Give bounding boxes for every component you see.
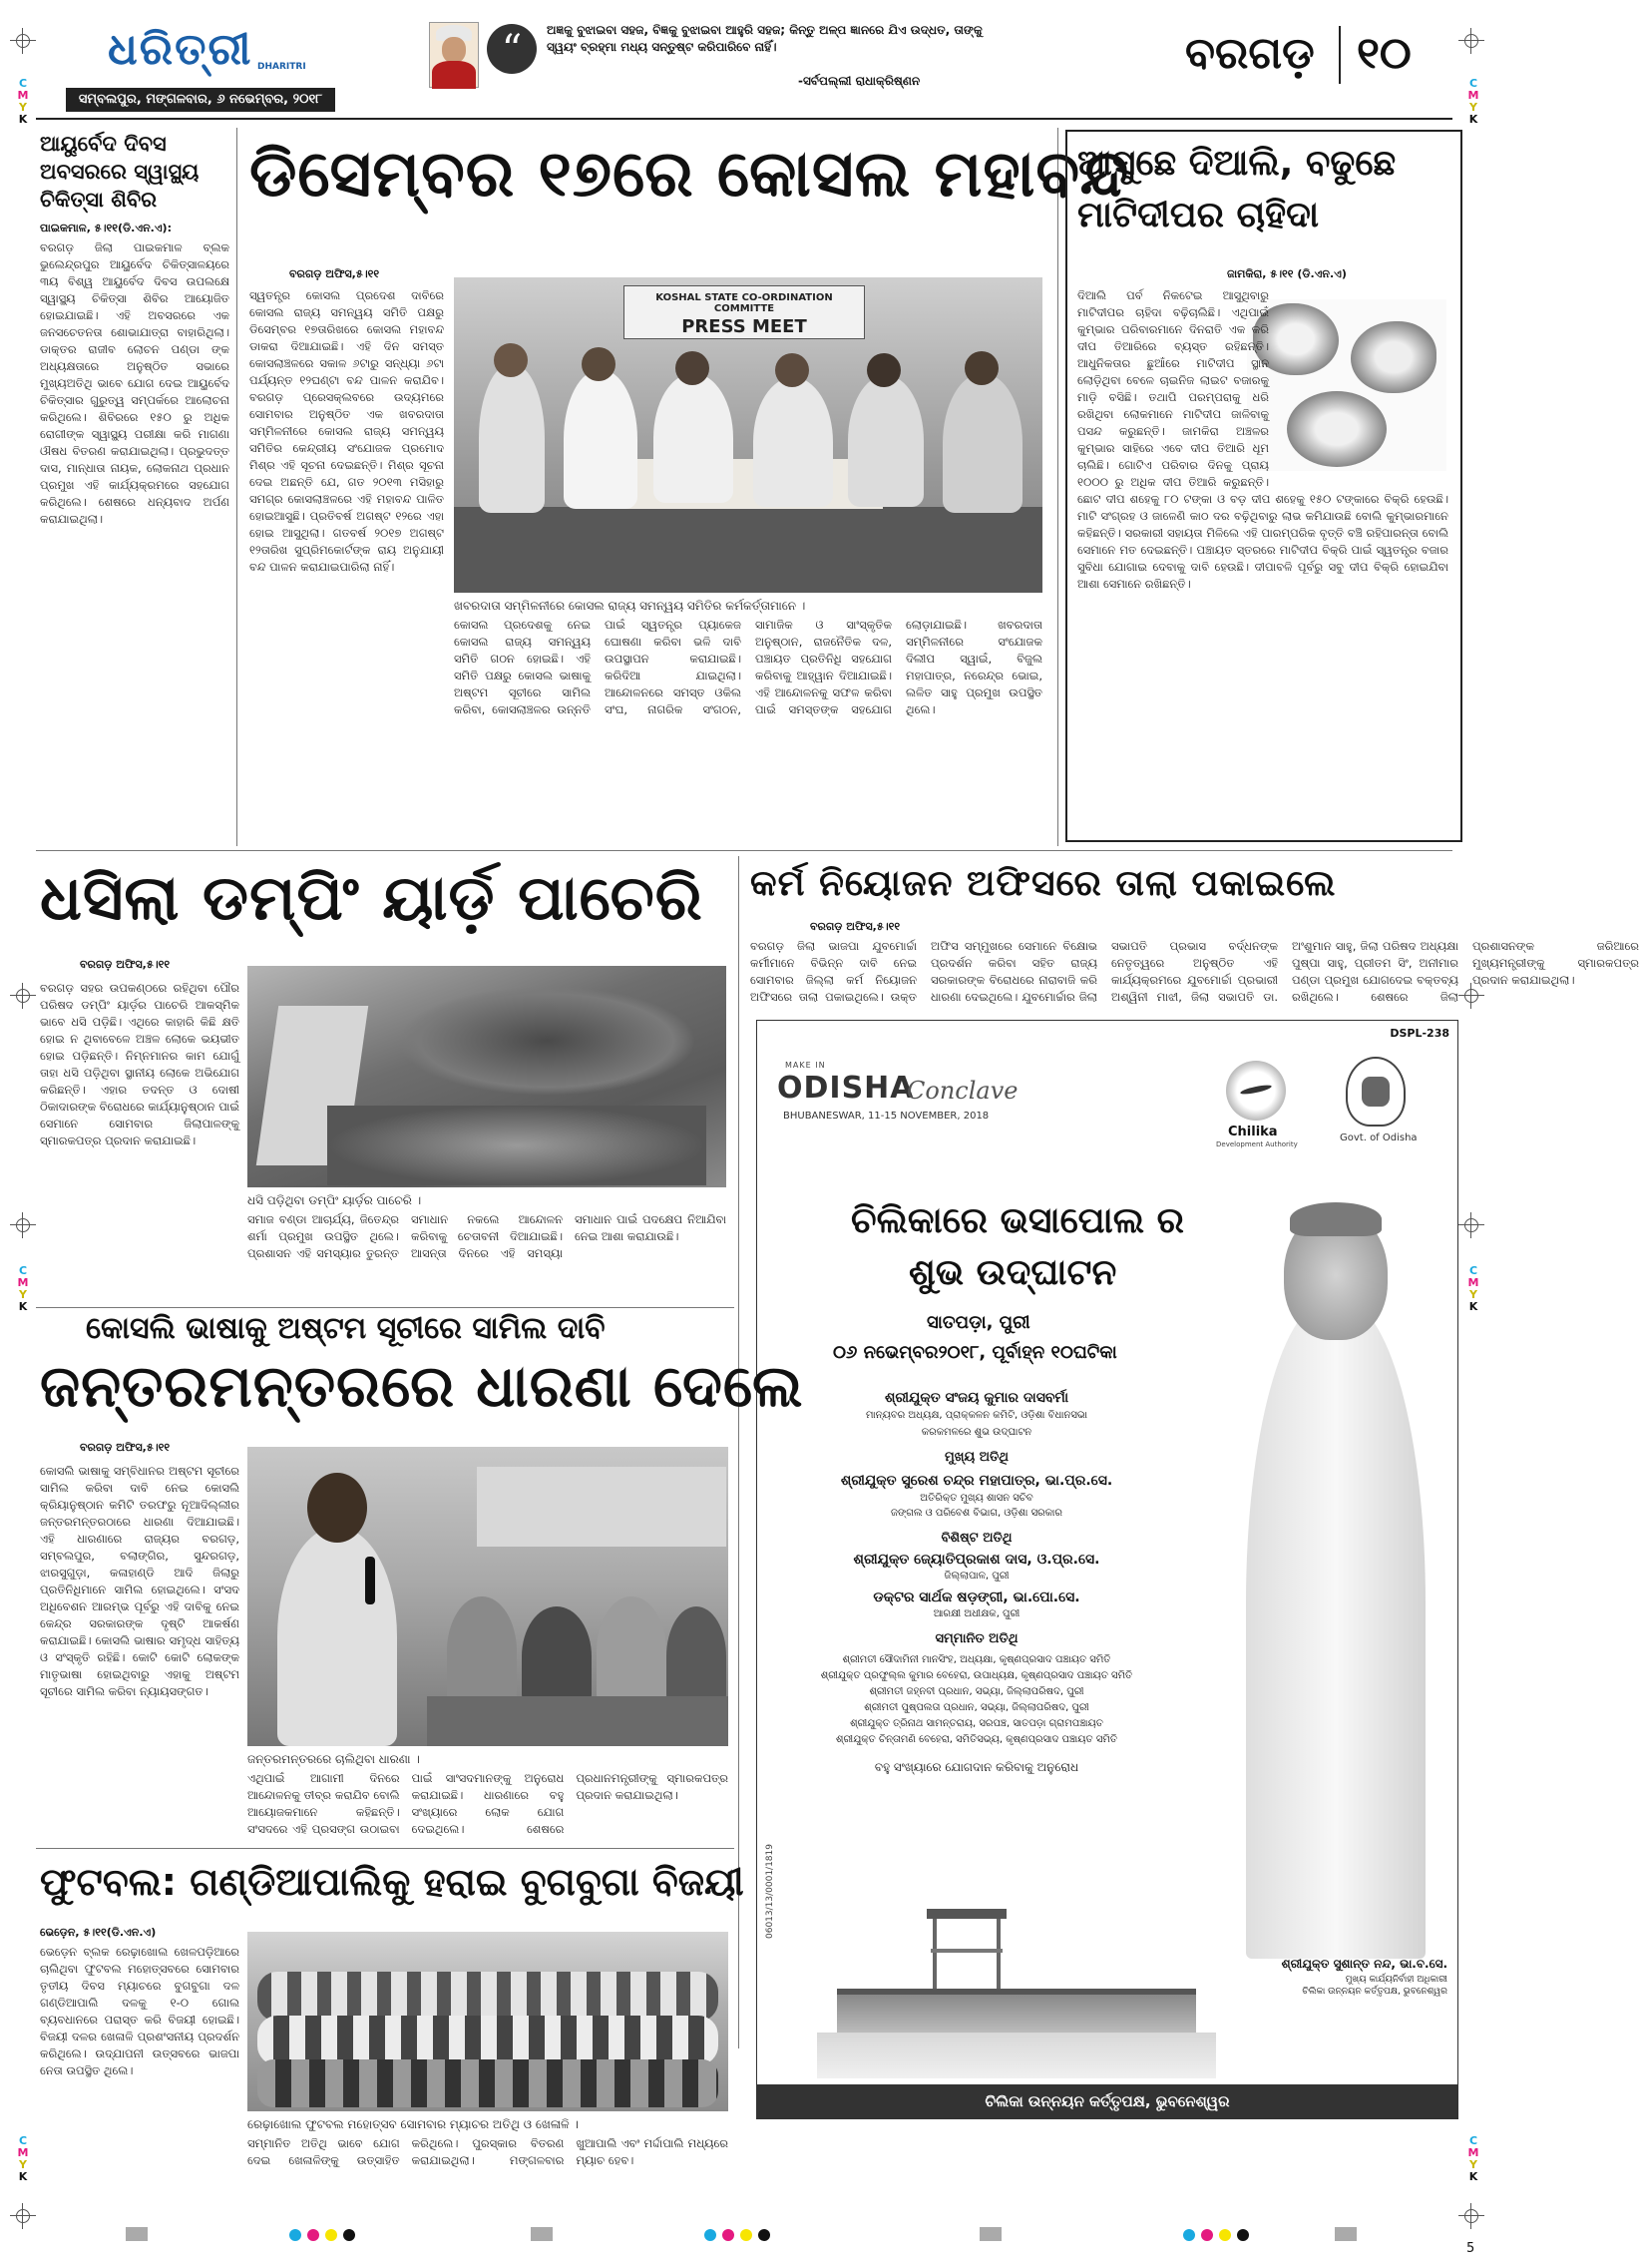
logo-subtitle: DHARITRI: [257, 62, 306, 72]
diwali-headline-line2: ମାଟିଦୀପର ଚାହିଦା: [1077, 195, 1320, 235]
dumping-body-bottom: ସମାଜ ବଣ୍ଡା ଆଚାର୍ଯ୍ୟ, ଜିତେନ୍ଦ୍ର ଶର୍ମା ପ୍ରମୁଖ ଉପସ୍ଥିତ ଥିଲେ। ପ୍ରଶାସନ ଏହି ସମସ୍ୟାର ତୁରନ୍ତ ସମାଧାନ ନକଲେ ଆନ୍ଦୋଳନ କରିବାକୁ ଚେତାବନୀ ଦିଆଯାଇଛି। ଆସନ୍ତା ଦିନରେ ଏହି ସମସ୍ୟା ସମାଧାନ ପାଇଁ ପଦକ୍ଷେପ ନିଆଯିବା ନେଇ ଆଶା କରାଯାଉଛି।: [247, 1212, 726, 1260]
column-rule: [1057, 128, 1058, 846]
registration-mark: [10, 1212, 36, 1238]
special-guest2-role: ଆରକ୍ଷୀ ଅଧୀକ୍ଷକ, ପୁରୀ: [933, 1608, 1021, 1619]
odisha-wordmark: ODISHA: [777, 1071, 915, 1106]
gray-patch: [531, 2227, 553, 2241]
gray-patch: [126, 2227, 148, 2241]
inaugurator-note: କରକମଳରେ ଶୁଭ ଉଦ୍‌ଘାଟନ: [921, 1427, 1032, 1438]
inaugurator-role: ମାନ୍ୟବର ଅଧ୍ୟକ୍ଷ, ପ୍ରାକ୍କଳନ କମିଟି, ଓଡ଼ିଶା ବିଧାନସଭା: [865, 1410, 1088, 1421]
special-guest2-name: ଡକ୍ଟର ସାର୍ଥକ ଷଡ଼ଙ୍ଗୀ, ଭା.ପୋ.ସେ.: [873, 1589, 1080, 1605]
jantar-dharna-photo: [247, 1447, 728, 1746]
magenta-swatch: [307, 2229, 319, 2241]
jantar-photo-caption: ଜନ୍ତରମନ୍ତରରେ ଚାଲିଥିବା ଧାରଣା ।: [247, 1752, 420, 1766]
microphone-icon: [365, 1557, 375, 1604]
portrait-thumbnail: [429, 22, 479, 88]
employment-dateline: ବରଗଡ଼ ଅଫିସ,୫।୧୧: [810, 920, 901, 933]
ayurveda-dateline: ପାଇକମାଳ, ୫।୧୧(ଡି.ଏନ.ଏ):: [40, 222, 172, 234]
chief-guest-role2: ଜଙ୍ଗଲ ଓ ପରିବେଶ ବିଭାଗ, ଓଡ଼ିଶା ସରକାର: [891, 1508, 1062, 1519]
football-body-left: ଭେଡ଼େନ ବ୍ଲକ ରେଢ଼ାଖୋଲ ଖେଳପଡ଼ିଆରେ ଚାଲିଥିବା ଫୁଟବଲ ମହୋତ୍ସବରେ ସୋମବାର ତୃତୀୟ ଦିବସ ମ୍ୟାଚରେ ବୁଗବୁଗା ଦଳ ଗଣ୍ଡିଆପାଲି ଦଳକୁ ୧-୦ ଗୋଲ ବ୍ୟବଧାନରେ ପରାସ୍ତ କରି ବିଜୟୀ ହୋଇଛି। ବିଜୟୀ ଦଳର ଖେଳାଳି ପ୍ରଶଂସନୀୟ ପ୍ରଦର୍ଶନ କରିଥିଲେ। ଉଦ୍‌ଯାପନୀ ଉତ୍ସବରେ ଭାଜପା ନେତା ଉପସ୍ଥିତ ଥିଲେ।: [40, 1945, 239, 2077]
make-in-label: MAKE IN: [785, 1061, 826, 1070]
ad-footer: ଚିଲିକା ଉନ୍ନୟନ କର୍ତ୍ତୃପକ୍ଷ, ଭୁବନେଶ୍ୱର: [757, 2084, 1457, 2118]
gray-patch: [1335, 2227, 1357, 2241]
magenta-swatch: [1201, 2229, 1213, 2241]
kosal-photo-caption: ଖବରଦାତା ସମ୍ମିଳନୀରେ କୋସଲ ରାଜ୍ୟ ସମନ୍ୱୟ ସମିତିର କର୍ମକର୍ତ୍ତାମାନେ ।: [454, 599, 806, 613]
honoured-guest-label: ସମ୍ମାନିତ ଅତିଥି: [935, 1631, 1019, 1646]
jantar-body-bottom: ଏଥିପାଇଁ ଆଗାମୀ ଦିନରେ ଆନ୍ଦୋଳନକୁ ତୀବ୍ର କରାଯିବ ବୋଲି ଆୟୋଜକମାନେ କହିଛନ୍ତି। ସଂସଦରେ ଏହି ପ୍ରସଙ୍ଗ ଉଠାଇବା ପାଇଁ ସାଂସଦମାନଙ୍କୁ ଅନୁରୋଧ କରାଯାଇଛି। ଧାରଣାରେ ବହୁ ସଂଖ୍ୟାରେ ଲୋକ ଯୋଗ ଦେଇଥିଲେ। ଶେଷରେ ପ୍ରଧାନମନ୍ତ୍ରୀଙ୍କୁ ସ୍ମାରକପତ୍ର ପ୍ରଦାନ କରାଯାଇଥିଲା।: [247, 1771, 728, 1836]
registration-mark: [1458, 1212, 1484, 1238]
section-rule: [36, 850, 1452, 851]
jantar-headline: ଜନ୍ତରମନ୍ତରରେ ଧାରଣା ଦେଲେ: [40, 1352, 804, 1420]
chief-guest-label: ମୁଖ୍ୟ ଅତିଥି: [945, 1450, 1009, 1465]
registration-mark: [10, 28, 36, 54]
football-headline: ଫୁଟବଲ: ଗଣ୍ଡିଆପାଲିକୁ ହରାଇ ବୁଗବୁଗା ବିଜୟୀ: [40, 1860, 744, 1904]
press-banner-line2: PRESS MEET: [681, 316, 807, 337]
quote-icon: “: [487, 24, 537, 74]
ad-serial: 06013/13/0001/1819: [765, 1844, 775, 1939]
dumping-body-left: ବରଗଡ଼ ସହର ଉପକଣ୍ଠରେ ରହିଥିବା ପୌର ପରିଷଦ ଡମ୍ପିଂ ୟାର୍ଡ଼ର ପାଚେରି ଆକସ୍ମିକ ଭାବେ ଧସି ପଡ଼ିଛି। ଏଥିରେ କାହାରି କିଛି କ୍ଷତି ହୋଇ ନ ଥିବାବେଳେ ଅଞ୍ଚଳ ଲୋକେ ଭୟଭୀତ ହୋଇ ପଡ଼ିଛନ୍ତି। ନିମ୍ନମାନର କାମ ଯୋଗୁଁ ତାହା ଧସି ପଡ଼ିଥିବା ସ୍ଥାନୀୟ ଲୋକେ ଅଭିଯୋଗ କରିଛନ୍ତି। ଏହାର ତଦନ୍ତ ଓ ଦୋଷୀ ଠିକାଦାରଙ୍କ ବିରୋଧରେ କାର୍ଯ୍ୟାନୁଷ୍ଠାନ ପାଇଁ ସେମାନେ ସୋମବାର ଜିଲାପାଳଙ୍କୁ ସ୍ମାରକପତ୍ର ପ୍ରଦାନ କରାଯାଇଛି।: [40, 981, 239, 1147]
cmyk-strip: C M Y K: [1467, 2134, 1479, 2183]
kosal-body-top: ସ୍ୱତନ୍ତ୍ର କୋସଲ ପ୍ରଦେଶ ଦାବିରେ କୋସଲ ରାଜ୍ୟ ସମନ୍ୱୟ ସମିତି ପକ୍ଷରୁ ଡିସେମ୍ବର ୧୭ତାରିଖରେ କୋସଲ ମହାବନ୍ଦ ଡାକରା ଦିଆଯାଇଛି। ଏହି ଦିନ ସମସ୍ତ କୋସଲାଞ୍ଚଳରେ ସକାଳ ୬ଟାରୁ ସନ୍ଧ୍ୟା ୬ଟା ପର୍ଯ୍ୟନ୍ତ ୧୨ଘଣ୍ଟା ବନ୍ଦ ପାଳନ କରାଯିବ। ବରଗଡ଼ ପ୍ରେସକ୍ଲବରେ ଉଦ୍ୟମରେ ସୋମବାର ଅନୁଷ୍ଠିତ ଏକ ଖବରଦାତା ସମ୍ମିଳନୀରେ କୋସଲ ରାଜ୍ୟ ସମନ୍ୱୟ ସମିତିର କେନ୍ଦ୍ରୀୟ ସଂଯୋଜକ ପ୍ରମୋଦ ମିଶ୍ର ଏହି ସୂଚନା ଦେଇଛନ୍ତି। ମିଶ୍ର ସୂଚନା ଦେଇ ଅଛନ୍ତି ଯେ, ଗତ ୨୦୧୩ ମସିହାରୁ ସମଗ୍ର କୋସଲାଞ୍ଚଳରେ ଏହି ମହାବନ୍ଦ ପାଳିତ ହୋଇଆସୁଛି। ପ୍ରତିବର୍ଷ ଅଗଷ୍ଟ ୧୨ରେ ଏହା ହୋଇ ଆସୁଥିଲା। ଗତବର୍ଷ ୨୦୧୭ ଅଗଷ୍ଟ ୧୨ତାରିଖ ସୁପ୍ରିମକୋର୍ଟଙ୍କ ରାୟ ଅନୁଯାୟୀ ବନ୍ଦ ପାଳନ କରାଯାଇପାରିଲା ନାହିଁ।: [249, 288, 444, 574]
honoured-guest-list: ଶ୍ରୀମତୀ ସୌଦାମିନୀ ମାନସିଂହ, ଅଧ୍ୟକ୍ଷା, କୃଷ୍ଣପ୍ରସାଦ ପଞ୍ଚାୟତ ସମିତି ଶ୍ରୀଯୁକ୍ତ ପ୍ରଫୁଲ୍ଲ କୁମାର ବେହେରା, ଉପାଧ୍ୟକ୍ଷ, କୃଷ୍ଣପ୍ରସାଦ ପଞ୍ଚାୟତ ସମିତି ଶ୍ରୀମତୀ ଜହ୍ନବୀ ପ୍ରଧାନ, ସଭ୍ୟା, ଜିଲ୍ଲାପରିଷଦ, ପୁରୀ ଶ୍ରୀମତୀ ପୁଷ୍ପଲତା ପ୍ରଧାନ, ସଭ୍ୟା, ଜିଲ୍ଲାପରିଷଦ, ପୁରୀ ଶ୍ରୀଯୁକ୍ତ ତ୍ରିନାଥ ସାମନ୍ତରାୟ, ସରପଞ୍ଚ, ସାତପଡ଼ା ଗ୍ରାମପଞ୍ଚାୟତ ଶ୍ରୀଯୁକ୍ତ ଚିନ୍ତାମଣି ବେହେରା, ସମିତିସଭ୍ୟ, କୃଷ୍ଣପ୍ରସାଦ ପଞ୍ଚାୟତ ସମିତି: [820, 1654, 1133, 1745]
masthead-rule: [36, 118, 1452, 120]
ayurveda-body: ବରଗଡ଼ ଜିଲା ପାଇକମାଳ ବ୍ଲକ ଭୁଲେନ୍ଦ୍ରପୁର ଆୟୁର୍ବେଦ ଚିକିତ୍ସାଳୟରେ ୩ୟ ବିଶ୍ୱ ଆୟୁର୍ବେଦ ଦିବସ ଉପଲକ୍ଷେ ସ୍ୱାସ୍ଥ୍ୟ ଚିକିତ୍ସା ଶିବିର ଆୟୋଜିତ ହୋଇଯାଇଛି। ଏହି ଅବସରରେ ଏକ ଜନସଚେତନତା ଶୋଭାଯାତ୍ରା ବାହାରିଥିଲା। ଡାକ୍ତର ରାଜୀବ ଲୋଚନ ପଣ୍ଡା ଙ୍କ ଅଧ୍ୟକ୍ଷତାରେ ଅନୁଷ୍ଠିତ ସଭାରେ ମୁଖ୍ୟଅତିଥି ଭାବେ ଯୋଗ ଦେଇ ଆୟୁର୍ବେଦ ଚିକିତ୍ସାର ଗୁରୁତ୍ୱ ସମ୍ପର୍କରେ ଆଲୋଚନା କରିଥିଲେ। ଶିବିରରେ ୧୫୦ ରୁ ଅଧିକ ରୋଗୀଙ୍କ ସ୍ୱାସ୍ଥ୍ୟ ପରୀକ୍ଷା କରି ମାଗଣା ଔଷଧ ବିତରଣ କରାଯାଇଥିଲା। ପ୍ରଭୁଦତ୍ତ ଦାସ, ମାନ୍ଧାତା ନାୟକ, ଲୋକନାଥ ପ୍ରଧାନ ପ୍ରମୁଖ ଏହି କାର୍ଯ୍ୟକ୍ରମରେ ସହଯୋଗ କରିଥିଲେ। ଶେଷରେ ଧନ୍ୟବାଦ ଅର୍ପଣ କରାଯାଇଥିଲା।: [40, 240, 229, 526]
diwali-headline-line1: ଆସୁଛେ ଦିଆଲି, ବଢୁଛେ: [1077, 143, 1397, 184]
gray-patch: [980, 2227, 1002, 2241]
dumping-headline: ଧସିଲା ଡମ୍ପିଂ ୟାର୍ଡ଼ ପାଚେରି: [40, 861, 703, 934]
signatory-role2: ଚିଲିକା ଉନ୍ନୟନ କର୍ତ୍ତୃପକ୍ଷ, ଭୁବନେଶ୍ୱର: [1302, 1987, 1447, 1997]
yellow-swatch: [325, 2229, 337, 2241]
press-banner-line1: KOSHAL STATE CO-ORDINATION COMMITTE: [655, 292, 833, 314]
chilika-label: Chilika: [1228, 1125, 1278, 1139]
registration-mark: [1458, 2203, 1484, 2229]
inaugurator-name: ଶ୍ରୀଯୁକ୍ତ ସଂଜୟ କୁମାର ଦାସବର୍ମା: [884, 1390, 1069, 1406]
kosal-headline: ଡିସେମ୍ବର ୧୭ରେ କୋସଲ ମହାବନ୍ଦ: [249, 138, 1130, 212]
football-team-photo: [247, 1932, 728, 2111]
signatory-name: ଶ୍ରୀଯୁକ୍ତ ସୁଶାନ୍ତ ନନ୍ଦ, ଭା.ବ.ସେ.: [1281, 1957, 1447, 1971]
section-title: ବରଗଡ଼: [1185, 28, 1315, 79]
black-swatch: [1237, 2229, 1249, 2241]
chilika-advertisement: [756, 1020, 1458, 2119]
ad-appeal: ବହୁ ସଂଖ୍ୟାରେ ଯୋଗଦାନ କରିବାକୁ ଅନୁରୋଧ: [874, 1760, 1079, 1774]
employment-body: ବରଗଡ଼ ଜିଲା ଭାଜପା ଯୁବମୋର୍ଚ୍ଚା କର୍ମୀମାନେ ବିଭିନ୍ନ ଦାବି ନେଇ ସୋମବାର ଜିଲ୍ଲା କର୍ମ ନିୟୋଜନ ଅଫିସରେ ତାଲା ପକାଇଥିଲେ। ଉକ୍ତ ଅଫିସ ସମ୍ମୁଖରେ ସେମାନେ ବିକ୍ଷୋଭ ପ୍ରଦର୍ଶନ କରିବା ସହିତ ରାଜ୍ୟ ସରକାରଙ୍କ ବିରୋଧରେ ନାରାବାଜି କରି ଧାରଣା ଦେଇଥିଲେ। ଯୁବମୋର୍ଚ୍ଚାର ଜିଲା ସଭାପତି ପ୍ରଭାସ ବର୍ଦ୍ଧନଙ୍କ ନେତୃତ୍ୱରେ ଅନୁଷ୍ଠିତ ଏହି କାର୍ଯ୍ୟକ୍ରମରେ ଯୁବମୋର୍ଚ୍ଚା ପ୍ରଭାରୀ ଅଶ୍ୱିନୀ ମାଝୀ, ଜିଲା ସଭାପତି ଡା. ଅଂଶୁମାନ ସାହୁ, ଜିଲା ପରିଷଦ ଅଧ୍ୟକ୍ଷା ପୁଷ୍ପା ସାହୁ, ପ୍ରୀତମ ସିଂ, ଅନୀମାର ପଣ୍ଡା ପ୍ରମୁଖ ଯୋଗଦେଇ ବକ୍ତବ୍ୟ ରଖିଥିଲେ। ଶେଷରେ ଜିଲା ପ୍ରଶାସନଙ୍କ ଜରିଆରେ ମୁଖ୍ୟମନ୍ତ୍ରୀଙ୍କୁ ସ୍ମାରକପତ୍ର ପ୍ରଦାନ କରାଯାଇଥିଲା।: [750, 939, 1639, 1004]
cmyk-strip: C M Y K: [17, 1264, 29, 1313]
jantar-body-left: କୋସଲି ଭାଷାକୁ ସମ୍ବିଧାନର ଅଷ୍ଟମ ସୂଚୀରେ ସାମିଲ କରିବା ଦାବି ନେଇ କୋସଲି କ୍ରିୟାନୁଷ୍ଠାନ କମିଟି ତରଫରୁ ନୂଆଦିଲ୍ଲୀର ଜନ୍ତରମନ୍ତରଠାରେ ଧାରଣା ଦିଆଯାଇଛି। ଏହି ଧାରଣାରେ ରାଜ୍ୟର ବରଗଡ଼, ସମ୍ବଲପୁର, ବଲାଙ୍ଗିର, ସୁନ୍ଦରଗଡ଼, ଝାରସୁଗୁଡ଼ା, କଳାହାଣ୍ଡି ଆଦି ଜିଲାରୁ ପ୍ରତିନିଧିମାନେ ସାମିଲ ହୋଇଥିଲେ। ସଂସଦ ଅଧିବେଶନ ଆରମ୍ଭ ପୂର୍ବରୁ ଏହି ଦାବିକୁ ନେଇ କେନ୍ଦ୍ର ସରକାରଙ୍କ ଦୃଷ୍ଟି ଆକର୍ଷଣ କରାଯାଇଛି। କୋସଲି ଭାଷାର ସମୃଦ୍ଧ ସାହିତ୍ୟ ଓ ସଂସ୍କୃତି ରହିଛି। କୋଟି କୋଟି ଲୋକଙ୍କ ମାତୃଭାଷା ହୋଇଥିବାରୁ ଏହାକୁ ଅଷ୍ଟମ ସୂଚୀରେ ସାମିଲ କରିବା ନ୍ୟାୟସଙ୍ଗତ।: [40, 1464, 239, 1698]
conclave-venue: BHUBANESWAR, 11-15 NOVEMBER, 2018: [783, 1111, 990, 1122]
cmyk-strip: C M Y K: [1467, 77, 1479, 126]
ad-code: DSPL-238: [1390, 1027, 1449, 1040]
signatory-portrait: [1206, 1180, 1445, 1959]
quote-text: ଅଜ୍ଞକୁ ବୁଝାଇବା ସହଜ, ବିଜ୍ଞକୁ ବୁଝାଇବା ଆହୁରି ସହଜ; କିନ୍ତୁ ଅଳ୍ପ ଜ୍ଞାନରେ ଯିଏ ଉଦ୍ଧତ, ତାଙ୍କୁ ସ୍ୱୟଂ ବ୍ରହ୍ମା ମଧ୍ୟ ସନ୍ତୁଷ୍ଟ କରିପାରିବେ ନାହିଁ।: [547, 23, 983, 54]
signatory-block: [1188, 1957, 1447, 1997]
dumping-yard-photo: [247, 966, 726, 1187]
ad-title-line1: ଚିଲିକାରେ ଭସାପୋଲ ର: [851, 1200, 1184, 1241]
column-rule: [236, 128, 237, 846]
cyan-swatch: [704, 2229, 716, 2241]
special-guest1-name: ଶ୍ରୀଯୁକ୍ତ ଜ୍ୟୋତିପ୍ରକାଶ ଦାସ, ଓ.ପ୍ର.ସେ.: [853, 1552, 1100, 1568]
ad-guest-list: [767, 1380, 1186, 1775]
jantar-dateline: ବରଗଡ଼ ଅଫିସ,୫।୧୧: [80, 1441, 171, 1454]
ad-title-line2: ଶୁଭ ଉଦ୍‌ଘାଟନ: [909, 1252, 1117, 1293]
cmyk-strip: C M Y K: [1467, 1264, 1479, 1313]
jantar-kicker: କୋସଲି ଭାଷାକୁ ଅଷ୍ଟମ ସୂଚୀରେ ସାମିଲ ଦାବି: [86, 1311, 606, 1346]
chief-guest-name: ଶ୍ରୀଯୁକ୍ତ ସୁରେଶ ଚନ୍ଦ୍ର ମହାପାତ୍ର, ଭା.ପ୍ର.ସେ.: [840, 1473, 1113, 1489]
diwali-body: ଦିଆଲି ପର୍ବ ନିକଟେଇ ଆସୁଥିବାରୁ ମାଟିଦୀପର ଚାହିଦା ବଢ଼ିଚାଲିଛି। ଏଥିପାଇଁ କୁମ୍ଭାର ପରିବାରମାନେ ଦିନରାତି ଏକ କରି ଦୀପ ତିଆରିରେ ବ୍ୟସ୍ତ ରହିଛନ୍ତି। ଆଧୁନିକତାର ଛୁଆଁରେ ମାଟିଦୀପ ସ୍ଥାନ ଲୋଡ଼ିଥିବା ବେଳେ ଚାଇନିଜ ଲାଇଟ ବଜାରକୁ ମାଡ଼ି ବସିଛି। ତଥାପି ପରମ୍ପରାକୁ ଧରି ରଖିଥିବା ଲୋକମାନେ ମାଟିଦୀପ ଜାଳିବାକୁ ପସନ୍ଦ କରୁଛନ୍ତି। ଜାମକିରା ଅଞ୍ଚଳର କୁମ୍ଭାର ସାହିରେ ଏବେ ଦୀପ ତିଆରି ଧୂମ ଚାଲିଛି। ଗୋଟିଏ ପରିବାର ଦିନକୁ ପ୍ରାୟ ୧୦୦୦ ରୁ ଅଧିକ ଦୀପ ତିଆରି କରୁଛନ୍ତି। ଛୋଟ ଦୀପ ଶହେକୁ ୮୦ ଟଙ୍କା ଓ ବଡ଼ ଦୀପ ଶହେକୁ ୧୫୦ ଟଙ୍କାରେ ବିକ୍ରି ହେଉଛି। ମାଟି ସଂଗ୍ରହ ଓ ଜାଳେଣି କାଠ ଦର ବଢ଼ିଥିବାରୁ ଲାଭ କମିଯାଉଛି ବୋଲି କୁମ୍ଭାରମାନେ କହିଛନ୍ତି। ସରକାରୀ ସହାୟତା ମିଳିଲେ ଏହି ପାରମ୍ପରିକ ବୃତ୍ତି ବଞ୍ଚି ରହିପାରନ୍ତା ବୋଲି ସେମାନେ ମତ ଦେଇଛନ୍ତି। ପଞ୍ଚାୟତ ସ୍ତରରେ ମାଟିଦୀପ ବିକ୍ରି ପାଇଁ ସ୍ୱତନ୍ତ୍ର ବଜାର ସୁବିଧା ଯୋଗାଇ ଦେବାକୁ ଦାବି ହେଉଛି। ଦୀପାବଳି ପୂର୍ବରୁ ସବୁ ଦୀପ ବିକ୍ରି ହୋଇଯିବା ଆଶା ସେମାନେ ରଖିଛନ୍ତି।: [1077, 288, 1448, 591]
employment-headline: କର୍ମ ନିୟୋଜନ ଅଫିସରେ ତାଲା ପକାଇଲେ: [750, 863, 1337, 904]
cmyk-strip: C M Y K: [17, 2134, 29, 2183]
dumping-dateline: ବରଗଡ଼ ଅଫିସ,୫।୧୧: [80, 958, 171, 971]
special-guest-label: ବିଶିଷ୍ଟ ଅତିଥି: [941, 1531, 1013, 1546]
ayurveda-headline: ଆୟୁର୍ବେଦ ଦିବସ ଅବସରରେ ସ୍ୱାସ୍ଥ୍ୟ ଚିକିତ୍ସା ଶିବିର: [40, 132, 200, 212]
conclave-wordmark: Conclave: [907, 1077, 1019, 1105]
logo: ଧରିତ୍ରୀ: [108, 24, 253, 75]
registration-mark: [1458, 28, 1484, 54]
chilika-sublabel: Development Authority: [1216, 1140, 1298, 1148]
page-number: ୧୦: [1357, 28, 1412, 79]
ad-place: ସାତପଡ଼ା, ପୁରୀ: [927, 1312, 1030, 1333]
chilika-logo-icon: [1226, 1061, 1286, 1121]
section-rule: [36, 1307, 734, 1308]
dumping-photo-caption: ଧସି ପଡ଼ିଥିବା ଡମ୍ପିଂ ୟାର୍ଡ଼ର ପାଚେରି ।: [247, 1193, 422, 1207]
govt-emblem-icon: [1346, 1057, 1406, 1127]
dateline-bar: ସମ୍ବଲପୁର, ମଙ୍ଗଳବାର, ୬ ନଭେମ୍ବର, ୨୦୧୮: [66, 88, 335, 112]
govt-label: Govt. of Odisha: [1340, 1133, 1418, 1143]
masthead-divider: [1339, 26, 1341, 84]
floating-jetty-illustration: [817, 1909, 1206, 2078]
diwali-dateline: ଜାମକିରା, ୫।୧୧ (ଡି.ଏନ.ଏ): [1227, 267, 1347, 280]
cmyk-strip: C M Y K: [17, 77, 29, 126]
section-rule: [36, 1848, 734, 1849]
registration-mark: [10, 2203, 36, 2229]
football-body-bottom: ସମ୍ମାନିତ ଅତିଥି ଭାବେ ଯୋଗ ଦେଇ ଖେଳାଳିଙ୍କୁ ଉତ୍ସାହିତ କରିଥିଲେ। ପୁରସ୍କାର ବିତରଣ କରାଯାଇଥିଲା। ମଙ୍ଗଳବାର ଖୁଆପାଲି ଏବଂ ମର୍ଦ୍ଦାପାଲି ମଧ୍ୟରେ ମ୍ୟାଚ ହେବ।: [247, 2136, 728, 2167]
yellow-swatch: [1219, 2229, 1231, 2241]
ad-date-time: ୦୬ ନଭେମ୍ବର୨୦୧୮, ପୂର୍ବାହ୍ନ ୧୦ଘଟିକା: [833, 1342, 1117, 1363]
football-dateline: ଭେଡ଼େନ, ୫।୧୧(ଡି.ଏନ.ଏ): [40, 1926, 157, 1939]
cyan-swatch: [289, 2229, 301, 2241]
registration-mark: [10, 983, 36, 1009]
kosal-dateline: ବରଗଡ଼ ଅଫିସ,୫।୧୧: [289, 267, 380, 280]
page-folio: 5: [1466, 2241, 1475, 2256]
kosal-body-bottom: କୋସଲ ପ୍ରଦେଶକୁ ନେଇ କୋସଲ ରାଜ୍ୟ ସମନ୍ୱୟ ସମିତି ଗଠନ ହୋଇଛି। ଏହି ସମିତି ପକ୍ଷରୁ କୋସଲ ଭାଷାକୁ ଅଷ୍ଟମ ସୂଚୀରେ ସାମିଲ କରିବା, କୋସଲାଞ୍ଚଳର ଉନ୍ନତି ପାଇଁ ସ୍ୱତନ୍ତ୍ର ପ୍ୟାକେଜ ଘୋଷଣା କରିବା ଭଳି ଦାବି ଉପସ୍ଥାପନ କରାଯାଇଛି। କରିଦିଆ ଯାଇଥିଲା। ଆନ୍ଦୋଳନରେ ସମସ୍ତ ଓକିଲ ସଂଘ, ନାଗରିକ ସଂଗଠନ, ସାମାଜିକ ଓ ସାଂସ୍କୃତିକ ଅନୁଷ୍ଠାନ, ରାଜନୈତିକ ଦଳ, ପଞ୍ଚାୟତ ପ୍ରତିନିଧି ସହଯୋଗ କରିବାକୁ ଆହ୍ୱାନ ଦିଆଯାଇଛି। ଏହି ଆନ୍ଦୋଳନକୁ ସଫଳ କରିବା ପାଇଁ ସମସ୍ତଙ୍କ ସହଯୋଗ ଲୋଡ଼ାଯାଇଛି। ଖବରଦାତା ସମ୍ମିଳନୀରେ ସଂଯୋଜକ ଦିଲୀପ ସ୍ୱାଇଁ, ବିଜୁଲ ମହାପାତ୍ର, ନରେନ୍ଦ୍ର ଭୋଇ, ଲଳିତ ସାହୁ ପ୍ରମୁଖ ଉପସ୍ଥିତ ଥିଲେ।: [454, 618, 1042, 716]
chief-guest-role1: ଅତିରିକ୍ତ ମୁଖ୍ୟ ଶାସନ ସଚିବ: [920, 1493, 1033, 1504]
football-photo-caption: ରେଢ଼ାଖୋଲ ଫୁଟବଲ ମହୋତ୍ସବ ସୋମବାର ମ୍ୟାଚର ଅତିଥି ଓ ଖେଳାଳି ।: [247, 2117, 579, 2131]
black-swatch: [758, 2229, 770, 2241]
black-swatch: [343, 2229, 355, 2241]
cyan-swatch: [1183, 2229, 1195, 2241]
signatory-role1: ମୁଖ୍ୟ କାର୍ଯ୍ୟନିର୍ବାହୀ ଅଧିକାରୀ: [1345, 1975, 1447, 1985]
kosal-press-photo: [454, 277, 1042, 593]
quote-author: -ସର୍ବପଲ୍ଲୀ ରାଧାକ୍ରିଷ୍ଣନ: [798, 74, 921, 88]
yellow-swatch: [740, 2229, 752, 2241]
magenta-swatch: [722, 2229, 734, 2241]
special-guest1-role: ଜିଲ୍ଲାପାଳ, ପୁରୀ: [944, 1571, 1010, 1582]
